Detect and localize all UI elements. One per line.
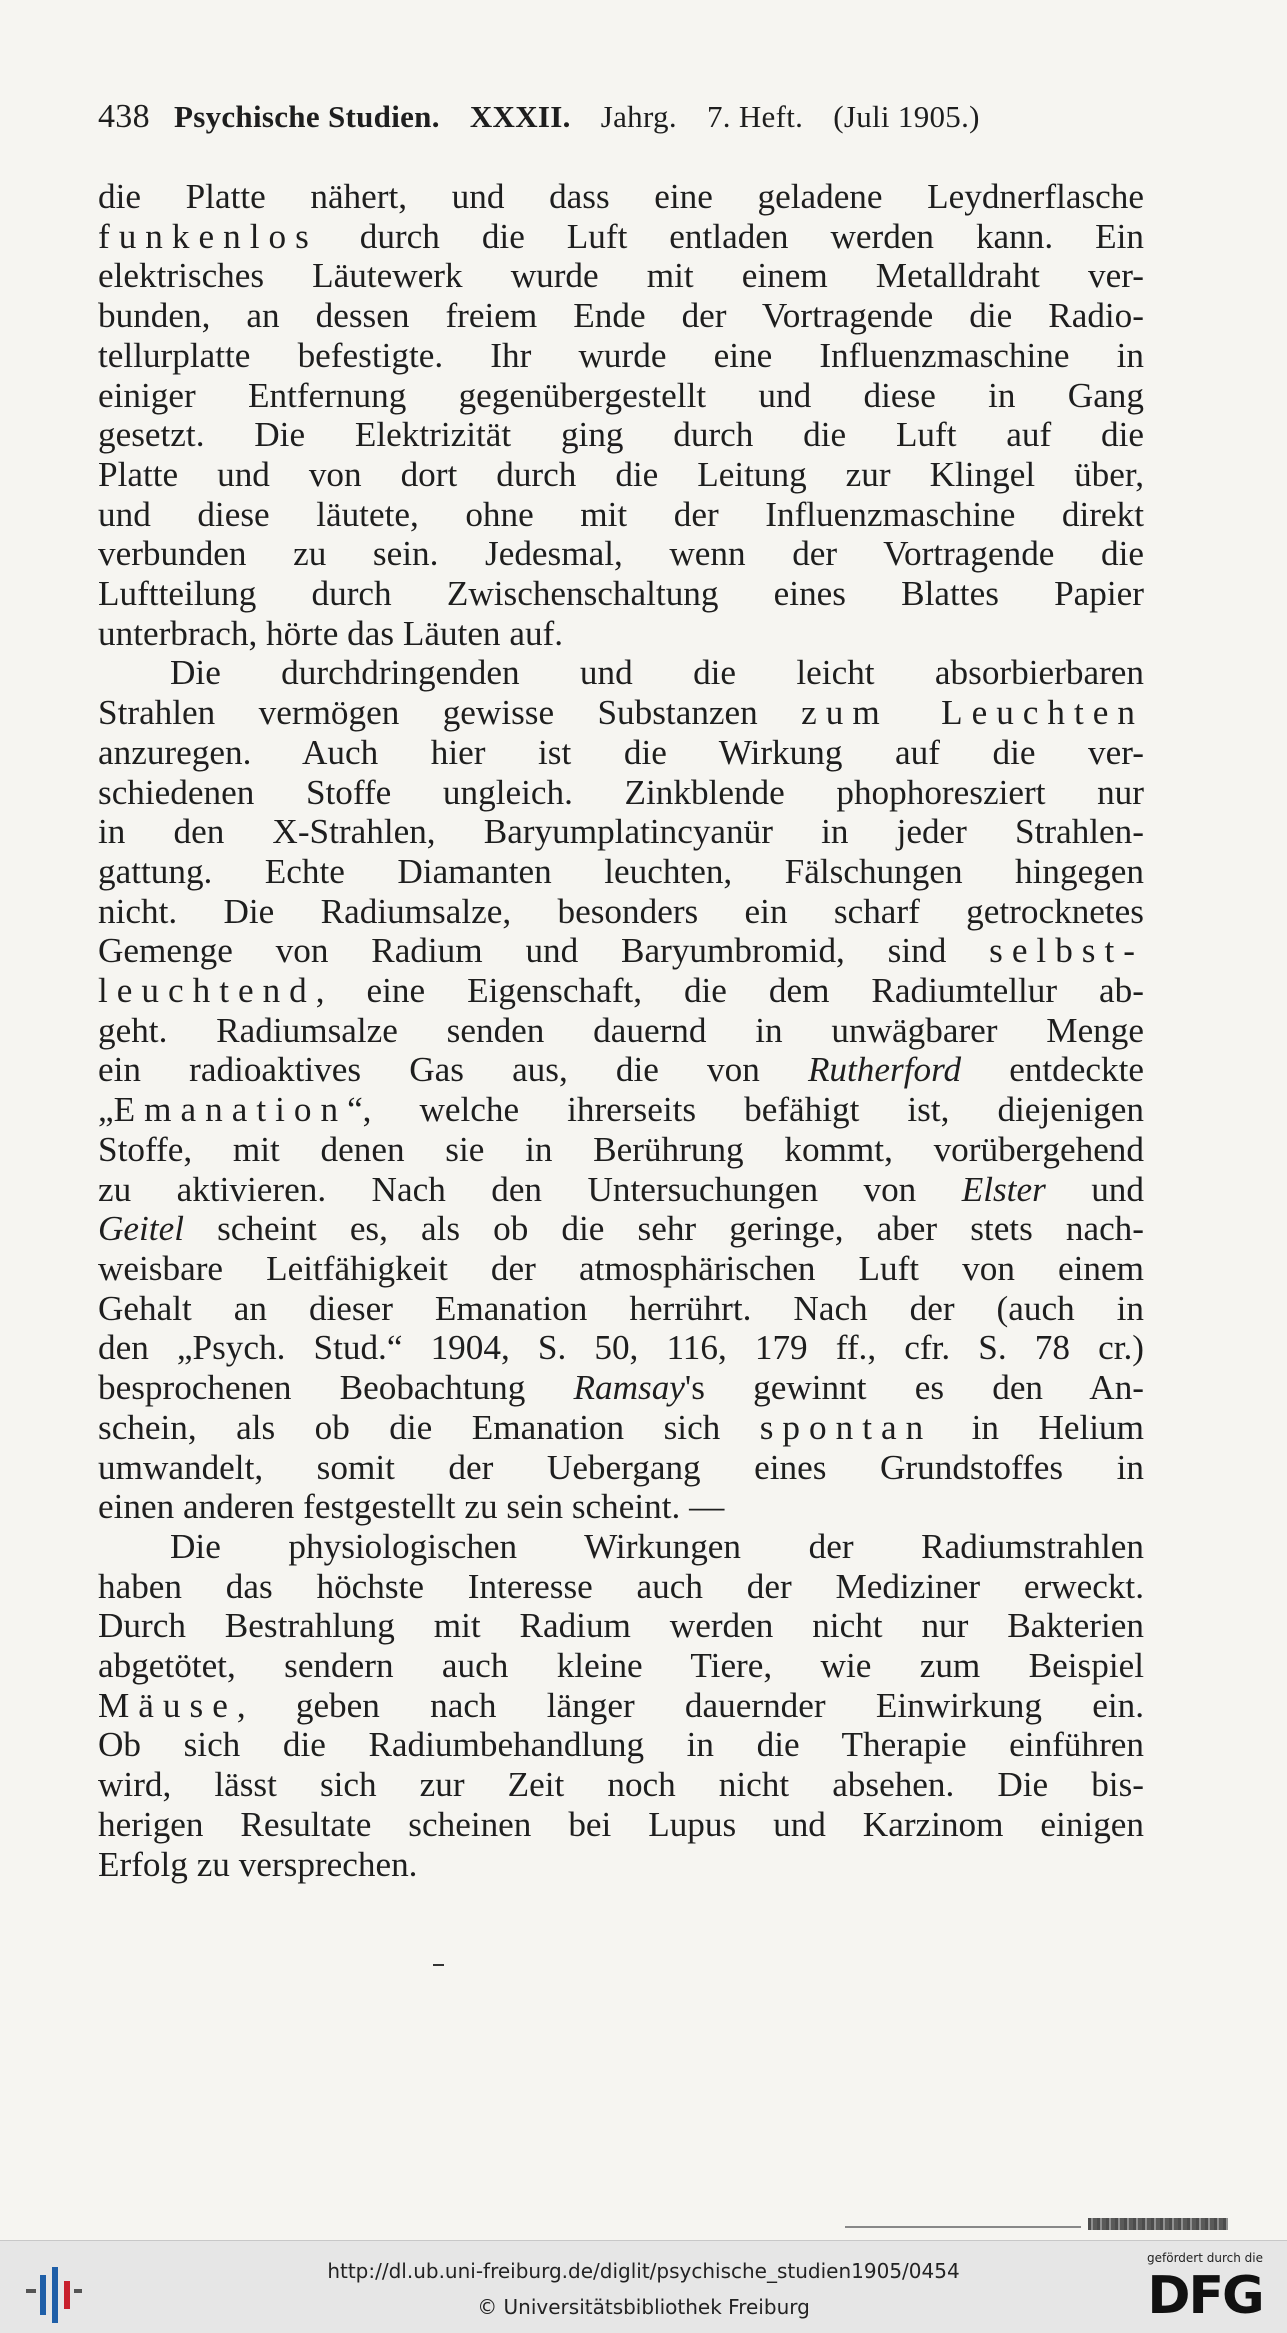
text-segment: Erfolg zu versprechen. xyxy=(98,1844,418,1884)
article-body xyxy=(98,177,1144,1884)
text-line xyxy=(98,1289,1144,1329)
journal-title: Psychische Studien. xyxy=(173,99,440,134)
text-line xyxy=(98,1765,1144,1805)
text-line xyxy=(98,1011,1144,1051)
text-segment: herigen Resultate scheinen bei Lupus und Karzinom einigen xyxy=(98,1804,1144,1844)
text-segment: Stoffe, mit denen sie in Berührung kommt, vorübergehend xyxy=(98,1129,1144,1169)
spaced-emphasis: Mäuse xyxy=(98,1685,237,1725)
spaced-emphasis: zum Leuchten xyxy=(801,693,1144,733)
text-segment: und diese läutete, ohne mit der Influenzmaschine direkt xyxy=(98,494,1144,534)
text-segment: wird, lässt sich zur Zeit noch nicht absehen. Die bis- xyxy=(98,1765,1144,1805)
text-line xyxy=(98,733,1144,773)
text-line xyxy=(98,1050,1144,1090)
text-line xyxy=(98,971,1144,1011)
text-segment: gesetzt. Die Elektrizität ging durch die Luft auf die xyxy=(98,415,1144,455)
jahrgang-label: Jahrg. xyxy=(600,99,677,134)
text-segment: entdeckte xyxy=(961,1050,1144,1090)
text-segment: „ xyxy=(98,1090,114,1130)
text-line xyxy=(98,1805,1144,1845)
text-line xyxy=(98,1209,1144,1249)
text-line xyxy=(98,1448,1144,1488)
text-line xyxy=(98,931,1144,971)
funding-caption: gefördert durch die xyxy=(1147,2251,1263,2265)
text-segment: scheint es, als ob die sehr geringe, aber stets nach- xyxy=(183,1209,1144,1249)
text-line xyxy=(98,1487,1144,1527)
text-segment: bunden, an dessen freiem Ende der Vortragende die Radio- xyxy=(98,296,1144,336)
text-segment: , geben nach länger dauernder Einwirkung ein. xyxy=(236,1685,1144,1725)
permalink-url[interactable]: http://dl.ub.uni-freiburg.de/diglit/psychische_studien1905/0454 xyxy=(327,2259,960,2283)
spaced-emphasis: leuchtend xyxy=(98,971,316,1011)
text-line xyxy=(98,256,1144,296)
text-line xyxy=(98,296,1144,336)
text-segment: schiedenen Stoffe ungleich. Zinkblende phophoresziert nur xyxy=(98,772,1144,812)
text-segment: Strahlen vermögen gewisse Substanzen xyxy=(98,693,802,733)
spaced-emphasis: spontan xyxy=(759,1407,933,1447)
dfg-logo[interactable]: DFG xyxy=(1147,2266,1263,2326)
text-segment: nicht. Die Radiumsalze, besonders ein scharf getrocknetes xyxy=(98,891,1144,931)
text-line xyxy=(98,1725,1144,1765)
text-line xyxy=(98,1527,1144,1567)
text-line xyxy=(98,455,1144,495)
text-segment: Gehalt an dieser Emanation herrührt. Nach der (auch in xyxy=(98,1288,1144,1328)
text-segment: besprochenen Beobachtung xyxy=(98,1368,574,1408)
text-line xyxy=(98,852,1144,892)
text-line xyxy=(98,1646,1144,1686)
text-line xyxy=(98,1686,1144,1726)
scan-rule xyxy=(845,2226,1081,2228)
text-segment: , eine Eigenschaft, die dem Radiumtellur ab- xyxy=(315,971,1144,1011)
text-line xyxy=(98,1170,1144,1210)
text-line xyxy=(98,534,1144,574)
spaced-emphasis: Emanation xyxy=(113,1090,348,1130)
italic-name: Geitel xyxy=(98,1209,184,1249)
text-segment: geht. Radiumsalze senden dauernd in unwägbarer Menge xyxy=(98,1010,1144,1050)
text-segment: “, welche ihrerseits befähigt ist, diejenigen xyxy=(347,1090,1144,1130)
italic-name: Ramsay xyxy=(573,1368,685,1408)
text-segment: Die physiologischen Wirkungen der Radiumstrahlen xyxy=(170,1526,1144,1566)
text-line xyxy=(98,415,1144,455)
text-line xyxy=(98,1408,1144,1448)
text-line xyxy=(98,614,1144,654)
text-line xyxy=(98,653,1144,693)
spaced-emphasis: funkenlos xyxy=(98,216,318,256)
text-segment: schein, als ob die Emanation sich xyxy=(98,1407,760,1447)
text-line xyxy=(98,773,1144,813)
text-segment: einiger Entfernung gegenübergestellt und diese in Gang xyxy=(98,375,1144,415)
text-segment: haben das höchste Interesse auch der Mediziner erweckt. xyxy=(98,1566,1144,1606)
text-line xyxy=(98,1368,1144,1408)
text-line xyxy=(98,336,1144,376)
text-line xyxy=(98,495,1144,535)
text-segment: unterbrach, hörte das Läuten auf. xyxy=(98,613,564,653)
text-segment: durch die Luft entladen werden kann. Ein xyxy=(317,216,1144,256)
volume-number: XXXII. xyxy=(469,99,571,134)
text-segment: tellurplatte befestigte. Ihr wurde eine Influenzmaschine in xyxy=(98,335,1144,375)
text-line xyxy=(98,1567,1144,1607)
text-line xyxy=(98,1606,1144,1646)
text-segment: Luftteilung durch Zwischenschaltung eines Blattes Papier xyxy=(98,574,1144,614)
text-segment: einen anderen festgestellt zu sein scheint. — xyxy=(98,1487,725,1527)
text-segment: Die durchdringenden und die leicht absorbierbaren xyxy=(170,653,1144,693)
text-segment: ein radioaktives Gas aus, die von xyxy=(98,1050,808,1090)
text-segment: 's gewinnt es den An- xyxy=(684,1368,1145,1408)
viewer-footer xyxy=(0,2240,1287,2333)
text-line xyxy=(98,376,1144,416)
italic-name: Elster xyxy=(961,1169,1046,1209)
text-line xyxy=(98,812,1144,852)
text-line xyxy=(98,217,1144,257)
copyright-notice: © Universitätsbibliothek Freiburg xyxy=(477,2295,810,2319)
text-line xyxy=(98,177,1144,217)
text-line xyxy=(98,1845,1144,1885)
text-line xyxy=(98,574,1144,614)
spaced-emphasis: selbst- xyxy=(989,931,1144,971)
text-segment: gattung. Echte Diamanten leuchten, Fälschungen hingegen xyxy=(98,851,1144,891)
text-segment: in Helium xyxy=(932,1407,1144,1447)
text-line xyxy=(98,1328,1144,1368)
issue-date: (Juli 1905.) xyxy=(833,99,980,134)
text-line xyxy=(98,892,1144,932)
text-segment: in den X-Strahlen, Baryumplatincyanür in jeder Strahlen- xyxy=(98,812,1144,852)
text-line xyxy=(98,1130,1144,1170)
text-segment: und xyxy=(1045,1169,1144,1209)
text-segment: Gemenge von Radium und Baryumbromid, sind xyxy=(98,931,990,971)
text-segment: abgetötet, sendern auch kleine Tiere, wie zum Beispiel xyxy=(98,1646,1144,1686)
running-header xyxy=(98,98,1058,136)
text-segment: Durch Bestrahlung mit Radium werden nicht nur Bakterien xyxy=(98,1606,1144,1646)
text-line xyxy=(98,1249,1144,1289)
text-segment: die Platte nähert, und dass eine geladene Leydnerflasche xyxy=(98,177,1144,216)
page-number: 438 xyxy=(98,98,150,135)
issue-number: 7. Heft. xyxy=(706,99,804,134)
text-segment: verbunden zu sein. Jedesmal, wenn der Vortragende die xyxy=(98,534,1144,574)
text-segment: anzuregen. Auch hier ist die Wirkung auf die ver- xyxy=(98,732,1144,772)
text-line xyxy=(98,1090,1144,1130)
text-segment: Platte und von dort durch die Leitung zur Klingel über, xyxy=(98,454,1144,494)
text-segment: den „Psych. Stud.“ 1904, S. 50, 116, 179 ff., cfr. S. 78 cr.) xyxy=(98,1328,1144,1368)
text-segment: zu aktivieren. Nach den Untersuchungen von xyxy=(98,1169,962,1209)
text-line xyxy=(98,693,1144,733)
text-segment: Ob sich die Radiumbehandlung in die Therapie einführen xyxy=(98,1725,1144,1765)
page-mark xyxy=(433,1964,444,1966)
scan-artifact xyxy=(1088,2218,1228,2230)
italic-name: Rutherford xyxy=(807,1050,962,1090)
text-segment: elektrisches Läutewerk wurde mit einem Metalldraht ver- xyxy=(98,256,1144,296)
text-segment: umwandelt, somit der Uebergang eines Grundstoffes in xyxy=(98,1447,1144,1487)
text-segment: weisbare Leitfähigkeit der atmosphärischen Luft von einem xyxy=(98,1248,1144,1288)
